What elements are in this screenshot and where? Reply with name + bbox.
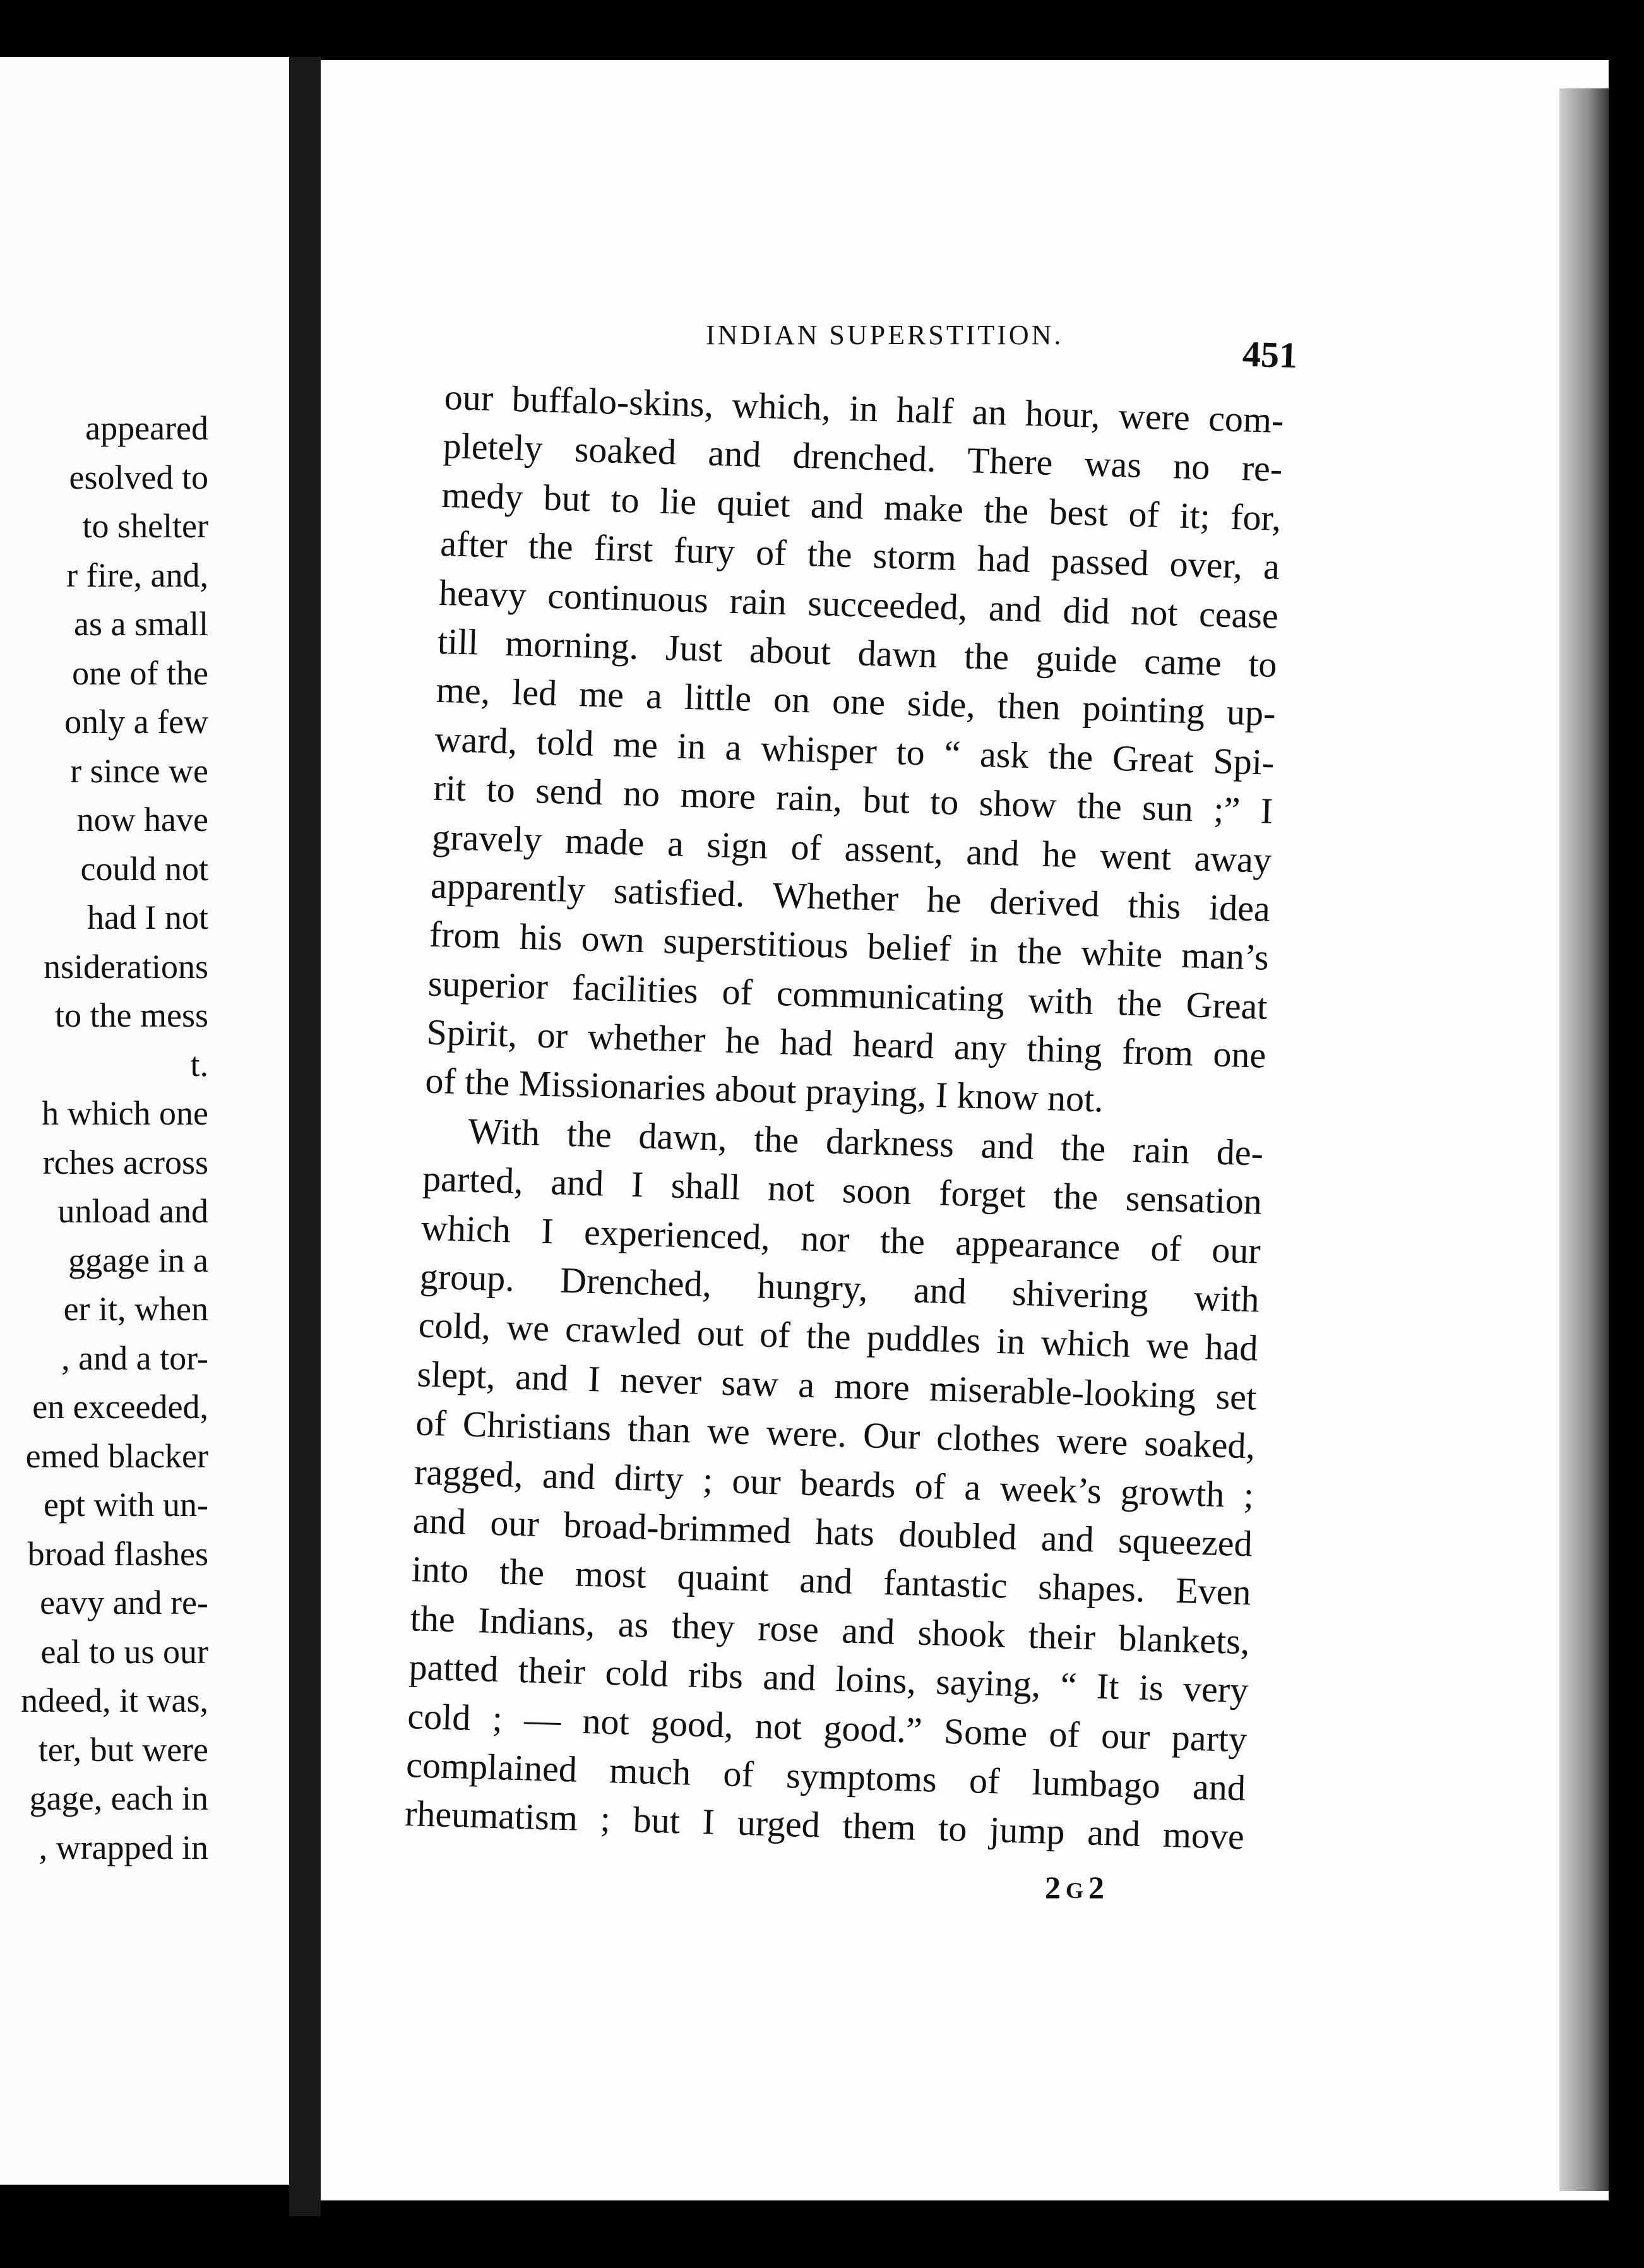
signature-number: 2 xyxy=(1045,1870,1066,1905)
paragraph-1-line: from his own superstitious belief in the white man’s xyxy=(429,913,1270,979)
paragraph-2-line: group. Drenched, hungry, and shivering with xyxy=(419,1255,1260,1320)
left-page-line: had I not xyxy=(87,898,208,936)
left-page-line: unload and xyxy=(57,1192,208,1230)
paragraph-2-line: the Indians, as they rose and shook their blankets, xyxy=(409,1597,1251,1662)
paragraph-2-line: slept, and I never saw a more miserable-looking set xyxy=(416,1353,1258,1418)
left-page-line: h which one xyxy=(42,1094,208,1132)
left-page-line: now have xyxy=(76,801,208,839)
paragraph-2-line: parted, and I shall not soon forget the sensation xyxy=(422,1157,1263,1222)
left-page-line: r since we xyxy=(70,751,208,790)
left-page-line: ter, but were xyxy=(38,1730,208,1769)
left-facing-page xyxy=(0,57,289,2185)
paragraph-1-line: till morning. Just about dawn the guide came to xyxy=(437,620,1278,685)
paragraph-2-line: of Christians than we were. Our clothes were soaked, xyxy=(415,1402,1256,1467)
paragraph-2-line: With the dawn, the darkness and the rain de- xyxy=(467,1110,1264,1174)
paragraph-1-line: superior facilities of communicating with the Great xyxy=(427,962,1268,1027)
left-page-line: eavy and re- xyxy=(40,1584,208,1621)
paragraph-1-line: our buffalo-skins, which, in half an hour, were com- xyxy=(444,376,1285,441)
left-page-line: eal to us our xyxy=(40,1632,208,1671)
paragraph-1-line: heavy continuous rain succeeded, and did not cease xyxy=(438,571,1279,636)
paragraph-1-line: of the Missionaries about praying, I know not. xyxy=(424,1060,1104,1121)
signature-letter: G xyxy=(1066,1878,1089,1903)
left-page-line: , wrapped in xyxy=(39,1828,208,1866)
left-page-line: broad flashes xyxy=(27,1534,208,1573)
left-page-line: only a few xyxy=(64,703,208,741)
paragraph-2 xyxy=(404,1105,1264,1861)
paragraph-2-line: into the most quaint and fantastic shapes. Even xyxy=(411,1548,1252,1613)
left-page-line: ndeed, it was, xyxy=(21,1681,208,1719)
paragraph-1-line: gravely made a sign of assent, and he went away xyxy=(431,816,1272,881)
paragraph-1 xyxy=(425,373,1285,1129)
paragraph-1-line: apparently satisfied. Whether he derived this idea xyxy=(430,864,1271,929)
paragraph-1-line: pletely soaked and drenched. There was no re- xyxy=(442,425,1284,490)
page-edge xyxy=(1559,88,1609,2191)
left-page-line: appeared xyxy=(85,409,208,447)
signature-number-2: 2 xyxy=(1088,1870,1110,1905)
left-page-line: gage, each in xyxy=(29,1779,208,1817)
paragraph-2-line: and our broad-brimmed hats doubled and squeezed xyxy=(412,1500,1253,1565)
body-text xyxy=(404,373,1284,1861)
left-page-line: , and a tor- xyxy=(61,1339,208,1377)
book-gutter xyxy=(289,57,321,2216)
left-page-line: en exceeded, xyxy=(32,1388,208,1426)
left-page-line: one of the xyxy=(72,654,208,692)
left-page-line: to shelter xyxy=(82,507,208,545)
page-number: 451 xyxy=(1242,333,1298,376)
paragraph-2-line: complained much of symptoms of lumbago and xyxy=(405,1744,1246,1809)
paragraph-1-line: medy but to lie quiet and make the best of it; for, xyxy=(441,474,1282,539)
left-page-line: as a small xyxy=(74,605,208,643)
left-page-line: rches across xyxy=(42,1143,208,1181)
paragraph-2-line: which I experienced, nor the appearance of our xyxy=(420,1207,1261,1272)
left-page-line: emed blacker xyxy=(25,1436,208,1475)
running-head: INDIAN SUPERSTITION. xyxy=(706,319,1064,350)
left-page-line: t. xyxy=(190,1045,208,1083)
paragraph-2-line: cold ; — not good, not good.” Some of our party xyxy=(407,1695,1248,1760)
left-page-text xyxy=(0,404,208,1872)
signature-mark xyxy=(1045,1869,1109,1906)
left-page-line: nsiderations xyxy=(44,947,208,986)
left-page-line: could not xyxy=(80,849,208,888)
left-page-line: r fire, and, xyxy=(66,556,208,594)
paragraph-1-line: Spirit, or whether he had heard any thing from one xyxy=(426,1011,1267,1076)
left-page-line: to the mess xyxy=(55,996,208,1034)
paragraph-1-line: me, led me a little on one side, then pointing up- xyxy=(436,669,1277,734)
left-page-line: er it, when xyxy=(63,1290,208,1328)
paragraph-2-line: ragged, and dirty ; our beards of a week’s growth ; xyxy=(414,1450,1254,1516)
paragraph-2-line: patted their cold ribs and loins, saying, “ It is very xyxy=(408,1646,1249,1711)
left-page-line: esolved to xyxy=(69,458,208,496)
paragraph-1-line: rit to send no more rain, but to show the sun ;” I xyxy=(432,767,1274,832)
paragraph-1-line: ward, told me in a whisper to “ ask the Great Spi- xyxy=(434,718,1275,783)
paragraph-2-line: cold, we crawled out of the puddles in which we had xyxy=(417,1304,1259,1369)
left-page-line: ept with un- xyxy=(44,1486,208,1524)
paragraph-1-line: after the first fury of the storm had passed over, a xyxy=(439,523,1280,588)
left-page-line: ggage in a xyxy=(68,1241,208,1279)
paragraph-2-line: rheumatism ; but I urged them to jump and move xyxy=(404,1793,1245,1858)
